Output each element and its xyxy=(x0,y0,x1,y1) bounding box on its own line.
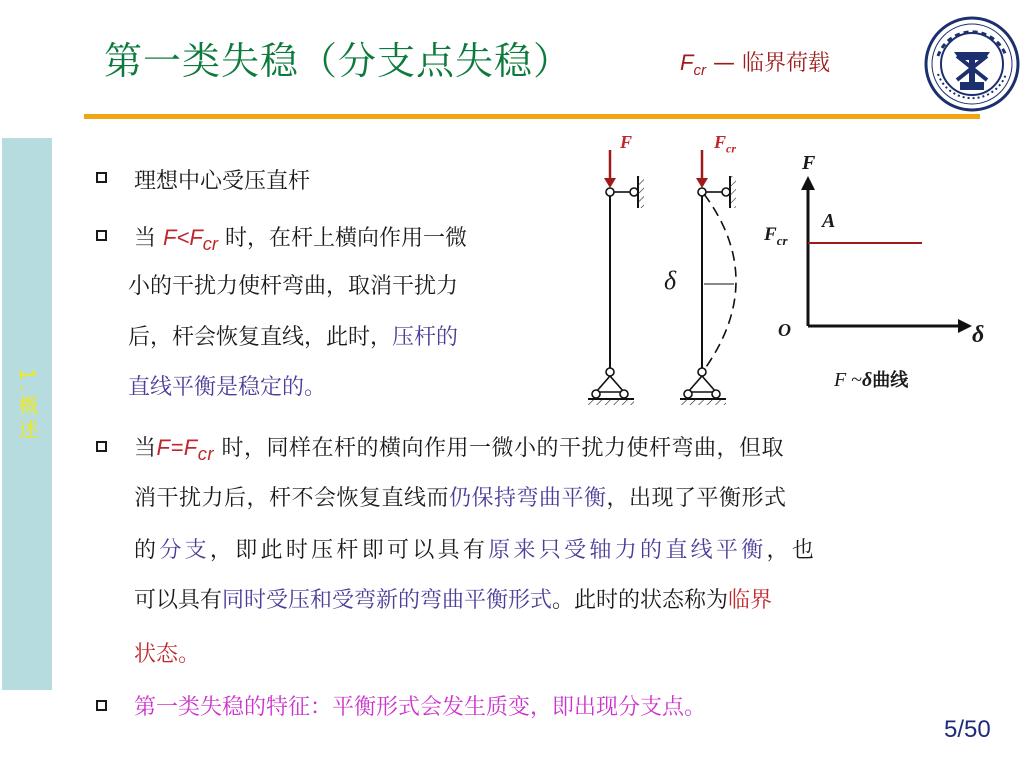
graph-fcr-label: $F_{cr}$ xyxy=(764,224,788,248)
bullet-3-line-5: 状态。 xyxy=(134,642,201,667)
graph-y-axis-label: F xyxy=(802,152,816,174)
bullet-1-text: 理想中心受压直杆 xyxy=(134,169,311,194)
graph-point-a-label: A xyxy=(822,210,836,232)
bullet-2-line-3: 后，杆会恢复直线，此时，压杆的 xyxy=(128,325,459,350)
bullet-3-line-3: 的分支，即此时压杆即可以具有原来只受轴力的直线平衡，也 xyxy=(134,538,818,563)
fcr-description: — 临界荷载 xyxy=(712,51,830,76)
bullet-2-line-2: 小的干扰力使杆弯曲，取消干扰力 xyxy=(128,274,459,299)
condition-f-lt-fcr: $F<F_{cr}$ xyxy=(163,225,219,255)
condition-f-eq-fcr: $F=F_{cr}$ xyxy=(156,435,215,465)
stable-highlight: 压杆的 xyxy=(392,325,459,350)
bullet-2-rest: 时，在杆上横向作用一微 xyxy=(225,226,468,251)
graph-caption: F ~δ曲线 xyxy=(834,369,909,391)
left-load-label: F xyxy=(620,132,633,152)
deflection-label: δ xyxy=(664,266,677,295)
sidebar-section-label: 1.概述 xyxy=(15,368,39,444)
bullet-3-line-1: 当$F=F_{cr}$ 时，同样在杆的横向作用一微小的干扰力使杆弯曲，但取 xyxy=(134,435,785,465)
bullet-3-line-4: 可以具有同时受压和受弯新的弯曲平衡形式。此时的状态称为临界 xyxy=(134,588,773,613)
graph-x-axis-label: δ xyxy=(972,322,985,348)
page-number: 5/50 xyxy=(944,716,991,743)
fcr-symbol: F xyxy=(680,50,694,75)
right-load-label: $F_{cr}$ xyxy=(714,132,737,156)
f-delta-graph xyxy=(801,176,972,333)
straight-column xyxy=(588,150,644,405)
bullet-4-text: 第一类失稳的特征：平衡形式会发生质变，即出现分支点。 xyxy=(134,695,707,720)
bullet-3-line-2: 消干扰力后，杆不会恢复直线而仍保持弯曲平衡，出现了平衡形式 xyxy=(134,486,787,511)
page-title: 第一类失稳（分支点失稳） xyxy=(104,39,573,83)
bullet-2-prefix: 当 xyxy=(134,226,157,251)
graph-origin-label: O xyxy=(778,320,791,340)
buckled-column xyxy=(680,150,736,405)
bullet-2-line-4: 直线平衡是稳定的。 xyxy=(128,375,327,400)
fcr-subscript: cr xyxy=(693,62,706,80)
